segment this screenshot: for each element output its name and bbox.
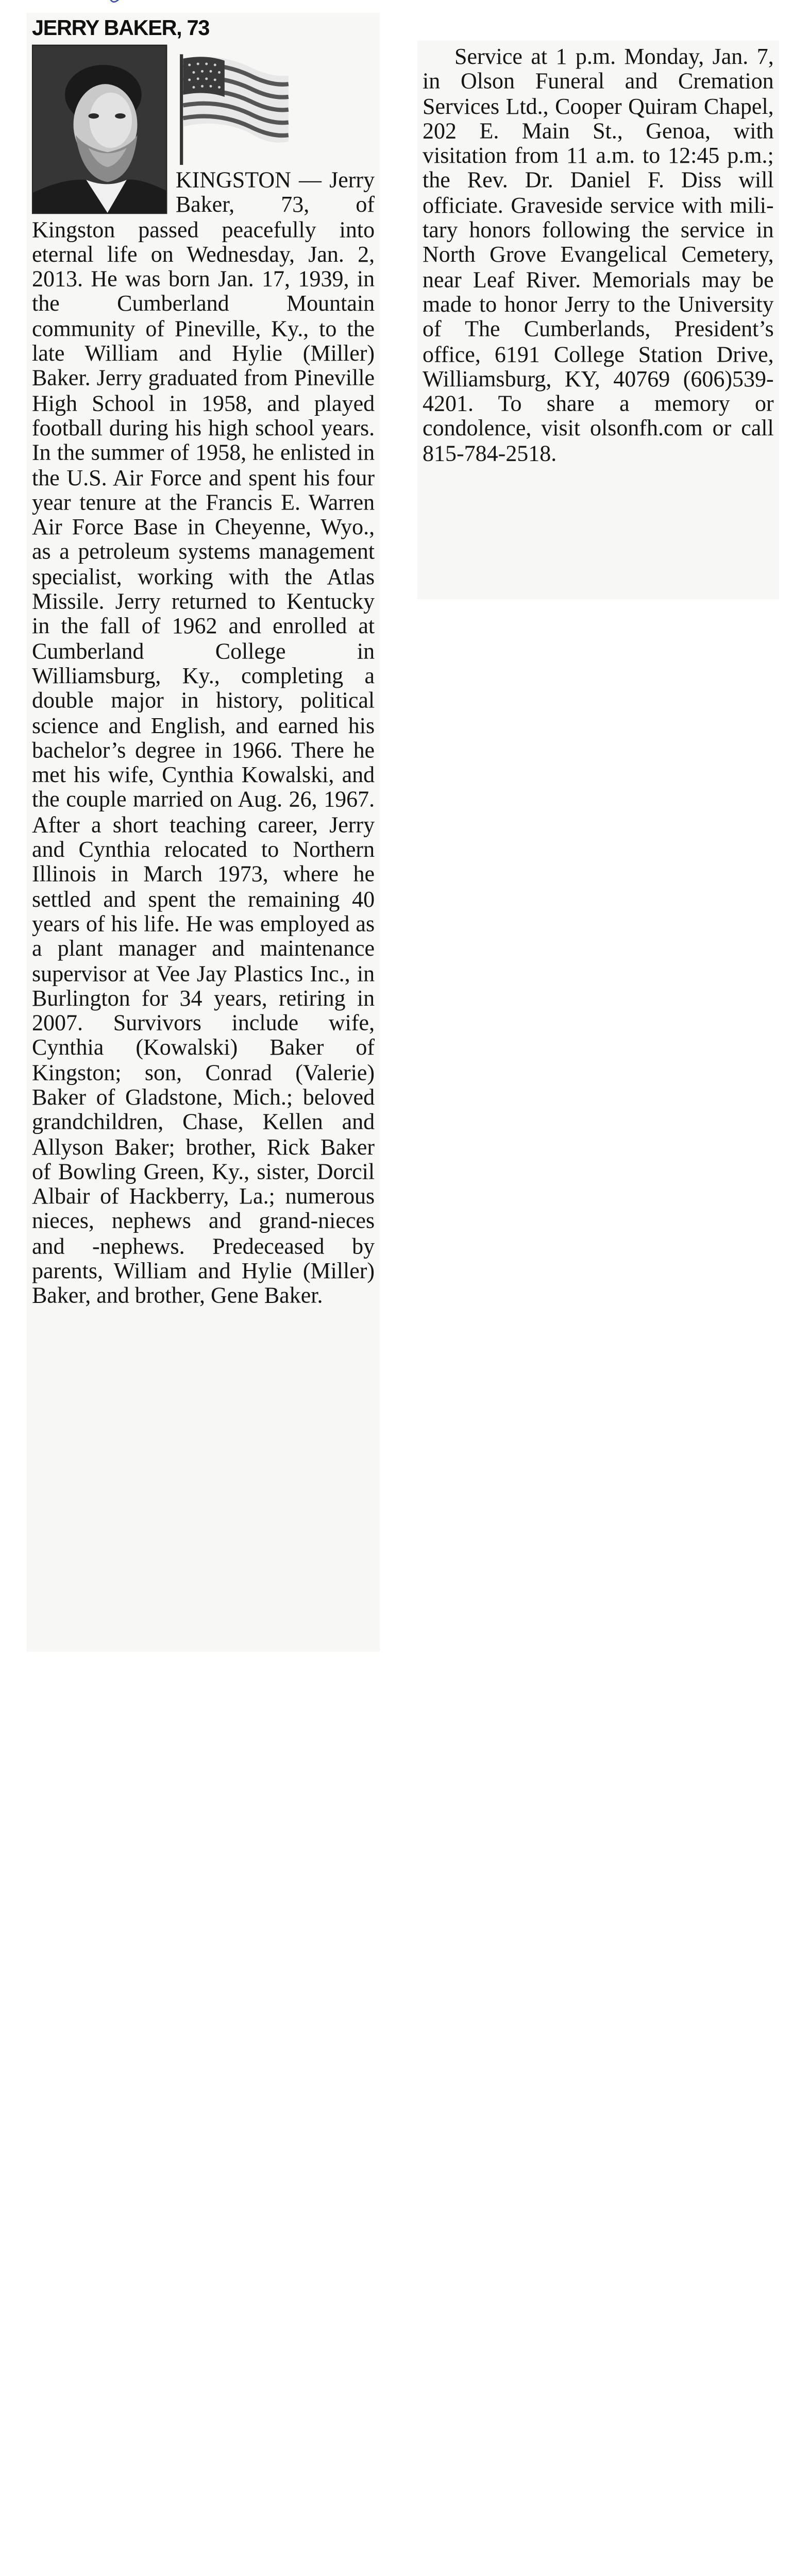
obituary-column-2 [417, 40, 779, 599]
service-details: Service at 1 p.m. Monday, Jan. 7, in Olson Funeral and Cremation Services Ltd., Cooper Quiram Chapel, 202 E. Main St., Genoa, with visitation from 11 a.m. to 12:45 p.m.; the Rev. Dr. Daniel F. Diss will officiate. Graveside service with military honors following the service in North Grove Evangelical Cemetery, near Leaf River. Memorials may be made to honor Jerry to the University of The Cumberlands, President’s office, 6191 College Station Drive, Williamsburg, KY, 40769 (606)539-4201. To share a memory or condolence, visit olsonfh.com or call 815-784-2518. [423, 43, 774, 466]
obituary-headline: JERRY BAKER, 73 [31, 17, 210, 41]
obituary-column-1 [27, 13, 380, 1652]
pen-mark-icon [109, 0, 122, 6]
obituary-body: KINGSTON — Jerry Baker, 73, of Kingston passed peacefully into eternal life on Wednesday, Jan. 2, 2013. He was born Jan. 17, 1939, in the Cumberland Mountain community of Pineville, Ky., to the late William and Hylie (Miller) Baker. Jerry graduated from Pineville High School in 1958, and played football during his high school years. In the summer of 1958, he enlisted in the U.S. Air Force and spent his four year tenure at the Francis E. Warren Air Force Base in Cheyenne, Wyo., as a petroleum systems management specialist, working with the Atlas Missile. Jerry returned to Kentucky in the fall of 1962 and enrolled at Cumberland College in Williamsburg, Ky., completing a double major in history, political science and English, and earned his bachelor’s degree in 1966. There he met his wife, Cynthia Kowalski, and the couple married on Aug. 26, 1967. After a short teaching career, Jerry and Cynthia relocated to Northern Illinois in March 1973, where he settled and spent the remaining 40 years of his life. He was employed as a plant manager and maintenance supervisor at Vee Jay Plastics Inc., in Burlington for 34 years, retiring in 2007. Survivors include wife, Cynthia (Kowalski) Baker of Kingston; son, Conrad (Valerie) Baker of Gladstone, Mich.; beloved grandchildren, Chase, Kellen and Allyson Baker; brother, Rick Baker of Bowling Green, Ky., sister, Dorcil Albair of Hackberry, La.; numerous nieces, nephews and grand-nieces and -nephews. Predeceased by parents, William and Hylie (Miller) Baker, and brother, Gene Baker. [31, 167, 375, 1309]
portrait-photo [32, 45, 167, 214]
american-flag-icon [176, 48, 293, 165]
